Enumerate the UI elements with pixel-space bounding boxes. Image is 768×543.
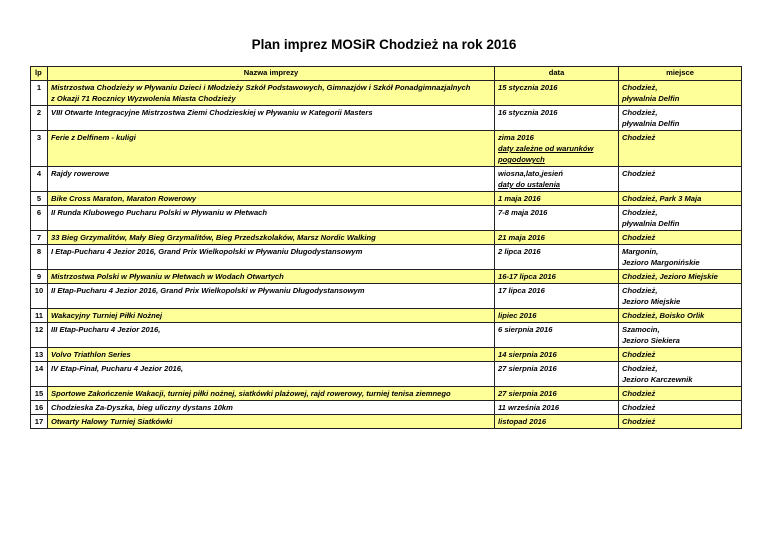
event-name-line: Mistrzostwa Chodzieży w Pływaniu Dzieci i Młodzieży Szkół Podstawowych, Gimnazjów i Szkół Ponadgimnazjalnych (51, 83, 471, 92)
row-number: 17 (31, 415, 48, 429)
event-place-line: Chodzież (622, 389, 656, 398)
event-name-line: II Etap-Pucharu 4 Jezior 2016, Grand Prix Wielkopolski w Pływaniu Długodystansowym (51, 286, 365, 295)
event-name-line: Chodzieska Za-Dyszka, bieg uliczny dystans 10km (51, 403, 233, 412)
event-date-cell (495, 81, 619, 106)
event-date-cell (495, 362, 619, 387)
table-row (31, 362, 742, 387)
event-date-cell (495, 309, 619, 323)
event-place-cell (619, 131, 742, 167)
event-place-line: pływalnia Delfin (622, 219, 680, 228)
table-row (31, 81, 742, 106)
event-name-cell (48, 245, 495, 270)
page-title: Plan imprez MOSiR Chodzież na rok 2016 (251, 37, 517, 52)
table-row (31, 231, 742, 245)
row-number: 15 (31, 387, 48, 401)
event-place-line: Jezioro Siekiera (622, 336, 680, 345)
event-name-cell (48, 206, 495, 231)
event-date-cell (495, 415, 619, 429)
event-place-line: Jezioro Miejskie (622, 297, 681, 306)
event-name-cell (48, 231, 495, 245)
event-place-cell (619, 415, 742, 429)
event-place-line: Chodzież, Park 3 Maja (622, 194, 702, 203)
event-place-cell (619, 323, 742, 348)
event-date-line: 11 września 2016 (498, 403, 560, 412)
event-place-cell (619, 81, 742, 106)
event-place-line: Chodzież (622, 350, 656, 359)
event-date-cell (495, 192, 619, 206)
row-number: 13 (31, 348, 48, 362)
event-name-cell (48, 270, 495, 284)
event-name-line: II Runda Klubowego Pucharu Polski w Pływaniu w Płetwach (51, 208, 268, 217)
row-number: 1 (31, 81, 48, 106)
event-name-cell (48, 362, 495, 387)
table-row (31, 309, 742, 323)
event-name-line: Sportowe Zakończenie Wakacji, turniej piłki nożnej, siatkówki plażowej, rajd rowerowy, turniej tenisa ziemnego (51, 389, 451, 398)
events-table (30, 66, 742, 429)
event-name-line: IV Etap-Finał, Pucharu 4 Jezior 2016, (51, 364, 184, 373)
event-name-cell (48, 348, 495, 362)
event-date-line: 27 sierpnia 2016 (498, 389, 557, 398)
event-name-line: z Okazji 71 Rocznicy Wyzwolenia Miasta Chodzieży (51, 94, 236, 103)
event-name-cell (48, 192, 495, 206)
row-number: 10 (31, 284, 48, 309)
event-name-cell (48, 387, 495, 401)
event-date-line: daty do ustalenia (498, 180, 561, 189)
event-place-cell (619, 206, 742, 231)
row-number: 6 (31, 206, 48, 231)
event-date-line: 14 sierpnia 2016 (498, 350, 557, 359)
event-place-line: Margonin, (622, 247, 659, 256)
event-place-cell (619, 192, 742, 206)
event-place-line: Jezioro Margonińskie (622, 258, 700, 267)
event-date-cell (495, 167, 619, 192)
column-header-date: data (495, 67, 619, 81)
event-place-cell (619, 106, 742, 131)
row-number: 3 (31, 131, 48, 167)
event-date-line: 17 lipca 2016 (498, 286, 545, 295)
event-place-cell (619, 245, 742, 270)
event-date-line: 7-8 maja 2016 (498, 208, 548, 217)
event-name-cell (48, 401, 495, 415)
table-row (31, 206, 742, 231)
row-number: 2 (31, 106, 48, 131)
event-place-cell (619, 348, 742, 362)
event-name-cell (48, 415, 495, 429)
event-place-line: pływalnia Delfin (622, 94, 680, 103)
event-date-cell (495, 323, 619, 348)
event-name-line: Ferie z Delfinem - kuligi (51, 133, 136, 142)
event-name-cell (48, 81, 495, 106)
event-place-cell (619, 167, 742, 192)
event-name-line: Mistrzostwa Polski w Pływaniu w Płetwach w Wodach Otwartych (51, 272, 284, 281)
event-place-cell (619, 401, 742, 415)
event-place-line: Chodzież (622, 403, 656, 412)
event-place-line: Chodzież (622, 169, 656, 178)
event-name-cell (48, 167, 495, 192)
event-date-cell (495, 245, 619, 270)
event-place-line: pływalnia Delfin (622, 119, 680, 128)
event-place-cell (619, 387, 742, 401)
event-name-line: Otwarty Halowy Turniej Siatkówki (51, 417, 173, 426)
row-number: 14 (31, 362, 48, 387)
table-row (31, 401, 742, 415)
event-place-cell (619, 309, 742, 323)
event-date-line: listopad 2016 (498, 417, 547, 426)
event-date-cell (495, 348, 619, 362)
event-name-line: 33 Bieg Grzymalitów, Mały Bieg Grzymalitów, Bieg Przedszkolaków, Marsz Nordic Walking (51, 233, 376, 242)
row-number: 7 (31, 231, 48, 245)
event-place-line: Chodzież (622, 417, 656, 426)
event-name-cell (48, 131, 495, 167)
event-name-cell (48, 309, 495, 323)
event-place-line: Chodzież, (622, 208, 658, 217)
event-name-line: I Etap-Pucharu 4 Jezior 2016, Grand Prix Wielkopolski w Pływaniu Długodystansowym (51, 247, 363, 256)
event-place-line: Jezioro Karczewnik (622, 375, 693, 384)
event-place-cell (619, 231, 742, 245)
table-row (31, 106, 742, 131)
event-date-line: lipiec 2016 (498, 311, 537, 320)
event-date-cell (495, 106, 619, 131)
event-date-cell (495, 206, 619, 231)
event-date-cell (495, 284, 619, 309)
row-number: 11 (31, 309, 48, 323)
row-number: 8 (31, 245, 48, 270)
table-row (31, 131, 742, 167)
event-date-line: 1 maja 2016 (498, 194, 541, 203)
event-date-cell (495, 131, 619, 167)
event-date-line: wiosna,lato,jesień (498, 169, 563, 178)
event-date-cell (495, 270, 619, 284)
table-row (31, 167, 742, 192)
event-place-line: Chodzież, (622, 364, 658, 373)
table-row (31, 323, 742, 348)
table-row (31, 348, 742, 362)
event-date-line: 27 sierpnia 2016 (498, 364, 557, 373)
event-name-cell (48, 323, 495, 348)
event-place-line: Chodzież, (622, 286, 658, 295)
event-date-line: pogodowych (498, 155, 545, 164)
event-date-line: 2 lipca 2016 (498, 247, 541, 256)
event-name-cell (48, 106, 495, 131)
column-header-lp: lp (31, 67, 48, 81)
event-name-line: VIII Otwarte Integracyjne Mistrzostwa Ziemi Chodzieskiej w Pływaniu w Kategorii Masters (51, 108, 373, 117)
row-number: 9 (31, 270, 48, 284)
table-row (31, 415, 742, 429)
table-row (31, 192, 742, 206)
table-row (31, 387, 742, 401)
row-number: 5 (31, 192, 48, 206)
event-place-cell (619, 362, 742, 387)
event-name-line: Rajdy rowerowe (51, 169, 110, 178)
table-row (31, 270, 742, 284)
event-name-line: Volvo Triathlon Series (51, 350, 131, 359)
event-place-cell (619, 284, 742, 309)
event-place-line: Chodzież, (622, 108, 658, 117)
row-number: 12 (31, 323, 48, 348)
event-date-line: 21 maja 2016 (498, 233, 545, 242)
event-date-line: 6 sierpnia 2016 (498, 325, 553, 334)
event-date-line: 16 stycznia 2016 (498, 108, 558, 117)
event-name-line: Wakacyjny Turniej Piłki Nożnej (51, 311, 163, 320)
event-place-line: Szamocin, (622, 325, 660, 334)
row-number: 16 (31, 401, 48, 415)
event-place-line: Chodzież, (622, 83, 658, 92)
event-date-cell (495, 231, 619, 245)
column-header-place: miejsce (619, 67, 742, 81)
row-number: 4 (31, 167, 48, 192)
event-name-cell (48, 284, 495, 309)
event-date-line: daty zależne od warunków (498, 144, 594, 153)
table-row (31, 245, 742, 270)
event-date-cell (495, 401, 619, 415)
table-row (31, 284, 742, 309)
event-date-line: zima 2016 (498, 133, 534, 142)
event-date-line: 15 stycznia 2016 (498, 83, 558, 92)
event-place-line: Chodzież, Jezioro Miejskie (622, 272, 718, 281)
event-place-line: Chodzież (622, 233, 656, 242)
event-name-line: Bike Cross Maraton, Maraton Rowerowy (51, 194, 197, 203)
event-place-line: Chodzież, Boisko Orlik (622, 311, 705, 320)
event-place-cell (619, 270, 742, 284)
event-place-line: Chodzież (622, 133, 656, 142)
column-header-name: Nazwa imprezy (48, 67, 495, 81)
table-header-row (31, 67, 742, 81)
event-date-cell (495, 387, 619, 401)
event-name-line: III Etap-Pucharu 4 Jezior 2016, (51, 325, 161, 334)
event-date-line: 16-17 lipca 2016 (498, 272, 556, 281)
